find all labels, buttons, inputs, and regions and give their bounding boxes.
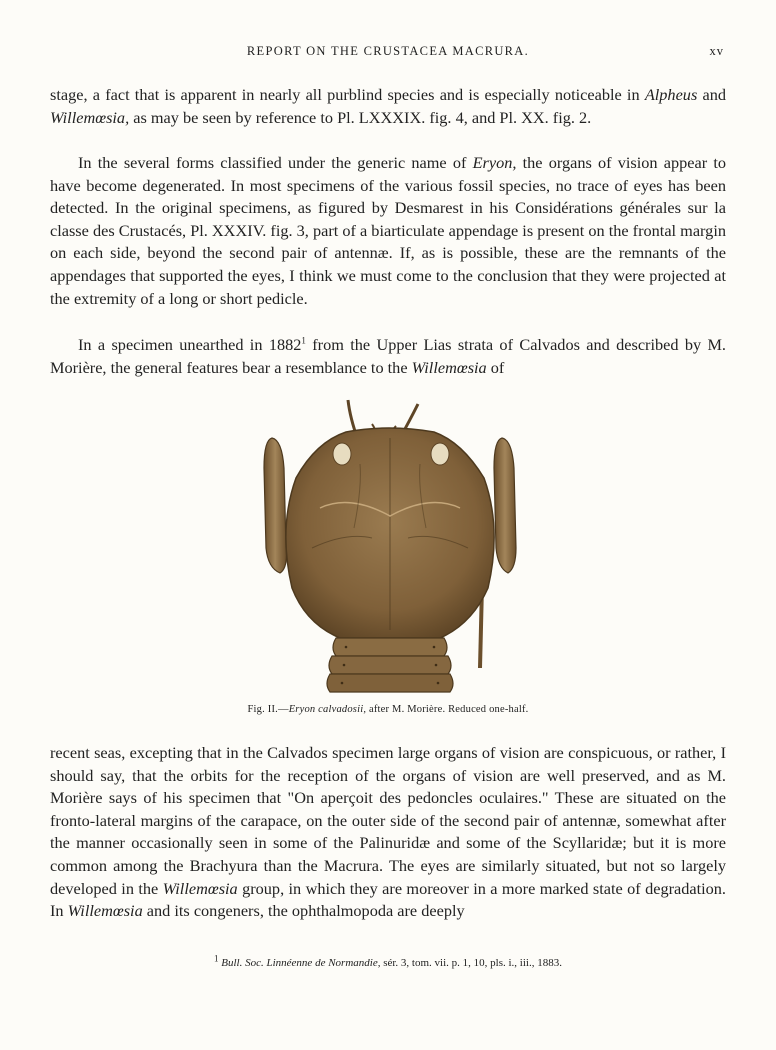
text-span: and <box>697 85 727 104</box>
text-span: recent seas, excepting that in the Calvados specimen large organs of vision are conspicuous, or rather, I should say, that the orbits for the reception of the organs of vision are well preserved, and as M. Morière says of his specimen that "On aperçoit des pedoncles oculaires." These are situated on the fronto-lateral margins of the carapace, on the outer side of the second pair of antennæ, somewhat after the manner occasionally seen in some of the Palinuridæ and some of the Scyllaridæ; but it is more common among the Brachyura than the Macrura. The eyes are similarly situated, but not so largely developed in the <box>50 743 726 898</box>
text-span: In the several forms classified under the generic name of <box>78 153 473 172</box>
text-span: group, in which they are moreover in a more marked state of degradation. In <box>50 878 726 921</box>
genus-alpheus: Alpheus <box>644 85 698 104</box>
genus-eryon: Eryon, <box>472 153 517 172</box>
page-number: xv <box>709 44 724 58</box>
left-claw <box>264 438 286 573</box>
genus-willemoesia: Willemœsia <box>411 357 487 377</box>
footnote <box>0 953 776 969</box>
eryon-fossil-illustration <box>250 398 530 700</box>
running-header: REPORT ON THE CRUSTACEA MACRURA. <box>246 44 530 58</box>
footnote-details: sér. 3, tom. vii. p. 1, 10, pls. i., iii., 1883. <box>380 957 562 969</box>
genus-willemoesia: Willemœsia <box>67 901 143 921</box>
text-span: the organs of vision appear to have become degenerated. In most specimens of the various fossil species, no trace of eyes has been detected. In the original specimens, as figured by Desmarest in his Considérations générales sur la classe des Crustacés, Pl. XXXIV. fig. 3, part of a biarticulate appendage is present on the frontal margin on each side, beyond the second pair of antennæ. If, as is possible, these are the remnants of the appendages that supported the eyes, I think we must come to the conclusion that they were projected at the extremity of a long or short pedicle. <box>50 153 726 308</box>
abdomen-segment <box>333 638 447 656</box>
footnote-journal: Bull. Soc. Linnéenne de Normandie, <box>221 957 381 969</box>
right-claw <box>494 438 516 573</box>
right-eye-socket <box>431 443 449 465</box>
paragraph-2 <box>50 152 726 310</box>
footnote-ref: 1 <box>301 335 306 346</box>
paragraph-3 <box>50 334 726 379</box>
text-span: stage, a fact that is apparent in nearly all purblind species and is especially noticeable in <box>50 85 645 104</box>
left-eye-socket <box>333 443 351 465</box>
caption-species: Eryon calvadosii, <box>288 704 367 715</box>
figure-caption <box>0 704 776 715</box>
abdomen-segment <box>329 656 451 674</box>
fossil-figure <box>250 398 530 700</box>
caption-prefix: Fig. II.— <box>247 704 289 715</box>
footnote-marker: 1 <box>214 953 219 964</box>
abdomen-segment <box>327 674 453 692</box>
text-span: and its congeners, the ophthalmopoda are deeply <box>142 901 465 921</box>
paragraph-4 <box>50 742 726 923</box>
text-span: In a specimen unearthed in 1882 <box>78 335 302 354</box>
genus-willemoesia: Willemœsia <box>162 878 238 898</box>
text-span: of <box>486 357 505 377</box>
text-span: from the Upper Lias strata of Calvados and described by M. Morière, the general features bear a resemblance to the <box>50 335 726 377</box>
text-span: as may be seen by reference to Pl. LXXXIX. fig. 4, and Pl. XX. fig. 2. <box>129 107 592 127</box>
paragraph-1 <box>50 84 726 129</box>
caption-suffix: after M. Morière. Reduced one-half. <box>366 704 529 715</box>
genus-willemoesia: Willemœsia, <box>50 107 130 127</box>
